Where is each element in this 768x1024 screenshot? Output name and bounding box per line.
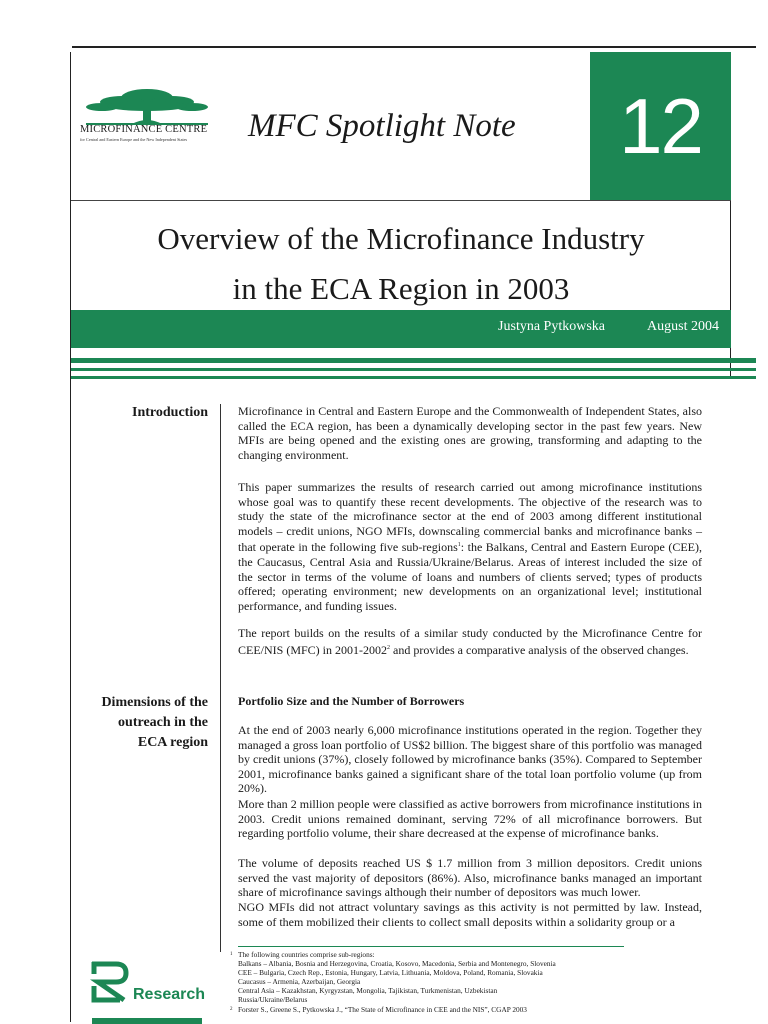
footnotes	[230, 950, 708, 1014]
note-number: 12	[619, 81, 702, 170]
intro-paragraph-1: Microfinance in Central and Eastern Europe and the Commonwealth of Independent States, also called the ECA region, has been a dynamically developing sector in the past few years. New MFIs are being opened and the existing ones are growing, transforming and adapting to the changing environment.	[238, 404, 702, 462]
outreach-paragraph-4: NGO MFIs did not attract voluntary savings as this activity is not permitted by law. Instead, some of them mobilized their clients to collect small deposits within a solidarity group or a	[238, 900, 702, 929]
footnote-rule	[238, 946, 624, 947]
byline-bar	[71, 310, 731, 348]
tree-logo-icon	[82, 86, 212, 126]
research-bar	[92, 1018, 202, 1024]
decorative-stripe	[71, 368, 756, 371]
research-label: Research	[133, 986, 206, 1003]
page-title	[71, 214, 731, 314]
intro-paragraph-2: This paper summarizes the results of research carried out among microfinance institutions whose goal was to quantify these recent developments. The objective of the research was to study the state of the microfinance sector at the end of 2003 among different institutional models – credit unions, NGO MFIs, downscaling commercial banks and microfinance banks – that operate in the following five sub-regions$^1$: the Balkans, Central and Eastern Europe (CEE), the Caucasus, Central Asia and Russia/Ukraine/Belarus. Areas of interest included the size of the sector in terms of the volume of loans and numbers of clients served; types of products offered; operating environment; new developments on an organizational level; institutional performance, and funding issues.	[238, 480, 703, 613]
column-divider	[220, 404, 221, 952]
org-subtitle: for Central and Eastern Europe and the New Independent States	[80, 137, 188, 142]
publication-date: August 2004	[647, 319, 719, 334]
decorative-stripe	[71, 358, 756, 363]
footnote-1: 1 The following countries comprise sub-regions: Balkans – Albania, Bosnia and Herzegovina, Croatia, Kosovo, Macedonia, Serbia and Montenegro, Slovenia CEE – Bulgaria, Czech Rep., Estonia, Hungary, Latvia, Lithuania, Moldova, Poland, Romania, Slovakia Caucasus – Armenia, Azerbaijan, Georgia Central Asia – Kazakhstan, Kyrgyzstan, Mongolia, Tajikistan, Turkmenistan, Uzbekistan Russia/Ukraine/Belarus	[230, 950, 556, 1005]
research-logo-icon	[90, 960, 132, 1004]
note-number-badge	[590, 52, 731, 200]
outreach-paragraph-2: More than 2 million people were classified as active borrowers from microfinance institutions in 2003. Credit unions remained dominant, serving 72% of all microfinance borrowers. But regarding portfolio volume, their share decreased at the expense of microfinance banks.	[238, 797, 702, 841]
footnote-2: 2 Forster S., Greene S., Pytkowska J., “The State of Microfinance in CEE and the NIS”, CGAP 2003	[230, 1004, 527, 1014]
header-divider	[71, 200, 731, 201]
footnote-ref-1: 1	[457, 542, 461, 549]
title-line-1: Overview of the Microfinance Industry	[157, 221, 645, 256]
introduction-heading: Introduction	[132, 405, 208, 420]
org-name: MICROFINANCE CENTRE	[80, 124, 208, 135]
portfolio-subheading: Portfolio Size and the Number of Borrowers	[238, 694, 465, 708]
intro-paragraph-3: The report builds on the results of a similar study conducted by the Microfinance Centre for CEE/NIS (MFC) in 2001-2002$^2$ and provides a comparative analysis of the observed changes.	[238, 626, 702, 657]
footnote-ref-2: 2	[387, 644, 391, 651]
decorative-stripe	[71, 376, 756, 379]
outreach-paragraph-1: At the end of 2003 nearly 6,000 microfinance institutions operated in the region. Together they managed a gross loan portfolio of US$2 billion. The biggest share of this portfolio was managed by credit unions (37%), closely followed by microfinance banks (35%). Compared to September 2001, microfinance banks gained a significant share of the total loan portfolio volume (up from 20%).	[238, 723, 702, 796]
top-rule	[72, 46, 756, 48]
frame-left-rule	[70, 52, 71, 1022]
author-name: Justyna Pytkowska	[498, 319, 605, 334]
outreach-heading: Dimensions of the outreach in the ECA region	[101, 695, 208, 750]
title-line-2: in the ECA Region in 2003	[232, 271, 570, 306]
outreach-paragraph-3: The volume of deposits reached US $ 1.7 million from 3 million depositors. Credit unions served the vast majority of depositors (86%). Also, microfinance banks managed an important share of microfinance savings although their number of depositors was much lower.	[238, 856, 702, 900]
series-title: MFC Spotlight Note	[248, 108, 516, 144]
